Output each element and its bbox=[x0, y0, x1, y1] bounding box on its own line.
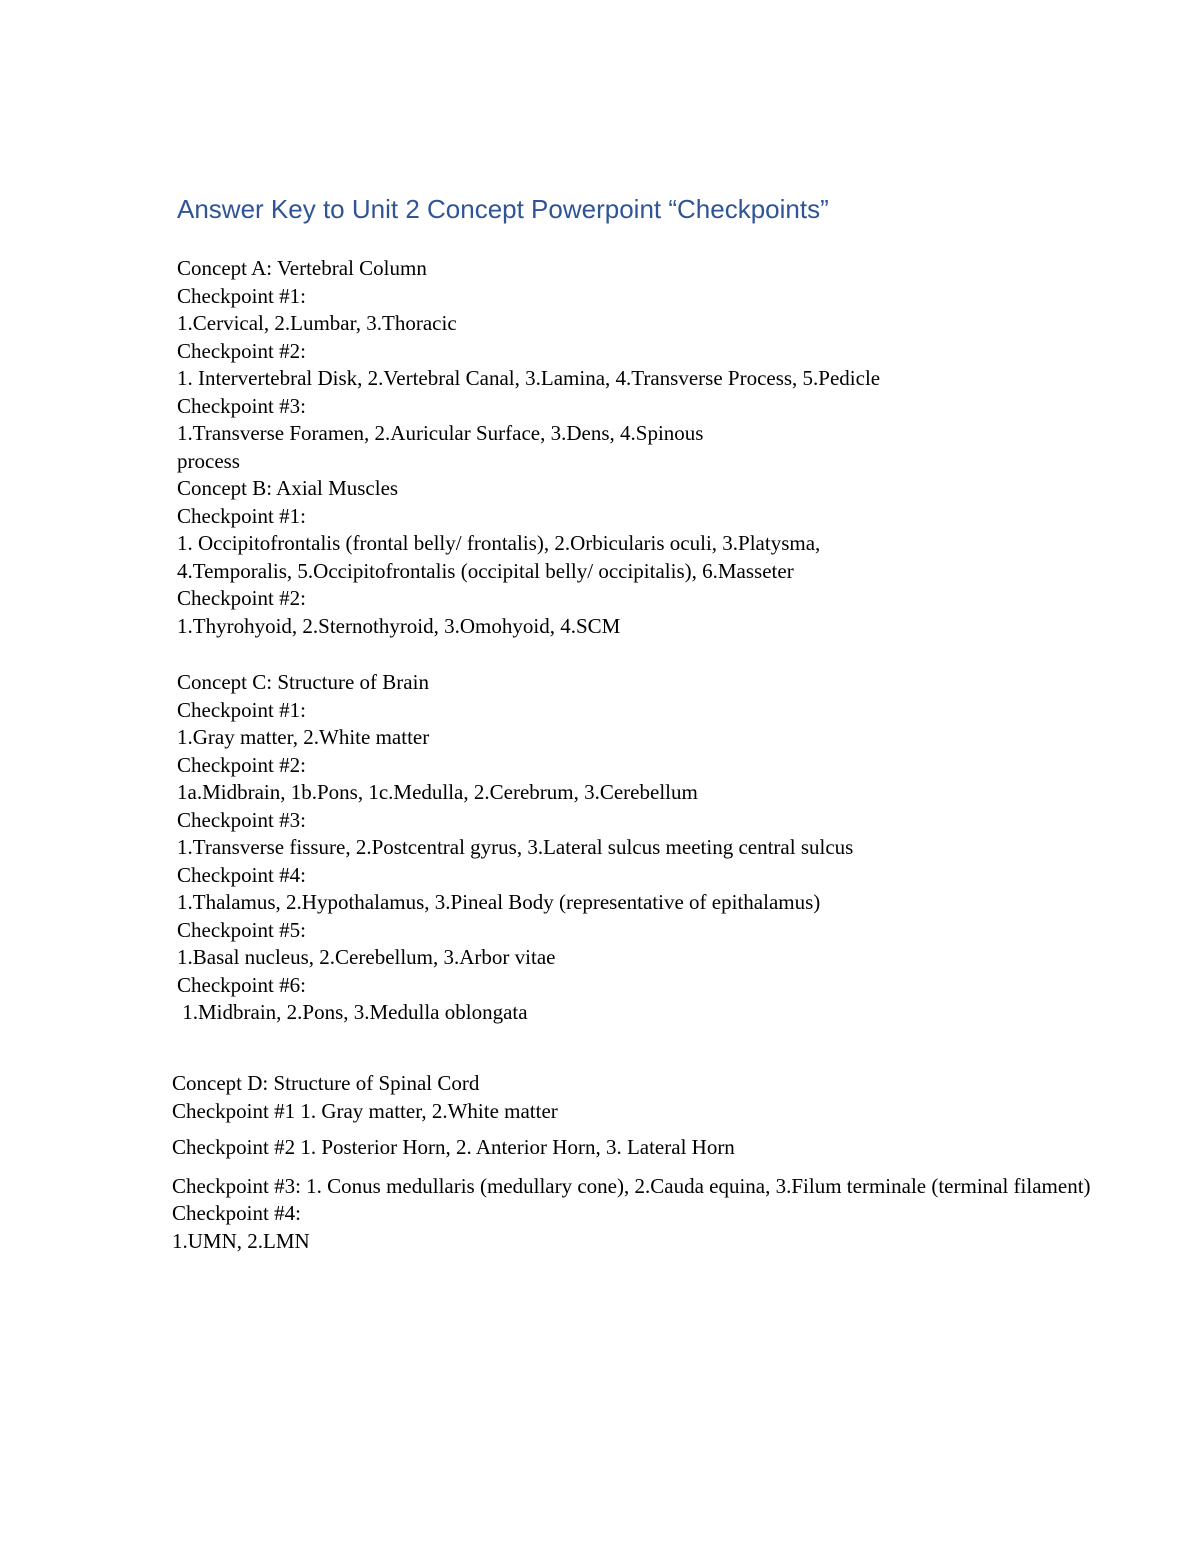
checkpoint-label: Checkpoint #4: bbox=[177, 862, 306, 887]
checkpoint-answer-line: Checkpoint #2 1. Posterior Horn, 2. Anterior Horn, 3. Lateral Horn bbox=[172, 1135, 735, 1159]
concept-a-b-section bbox=[177, 255, 880, 640]
document-title: Answer Key to Unit 2 Concept Powerpoint “Checkpoints” bbox=[177, 194, 829, 224]
answer-line: 1.Gray matter, 2.White matter bbox=[177, 725, 430, 749]
checkpoint-label: Checkpoint #1: bbox=[177, 697, 306, 722]
answer-line: 1a.Midbrain, 1b.Pons, 1c.Medulla, 2.Cerebrum, 3.Cerebellum bbox=[177, 780, 698, 804]
answer-line: 1.Transverse Foramen, 2.Auricular Surface, 3.Dens, 4.Spinous bbox=[177, 421, 704, 445]
checkpoint-answer-line: Checkpoint #3: 1. Conus medullaris (medullary cone), 2.Cauda equina, 3.Filum terminale (terminal filament) bbox=[172, 1173, 1091, 1198]
answer-line: 1.Thalamus, 2.Hypothalamus, 3.Pineal Body (representative of epithalamus) bbox=[177, 890, 821, 914]
checkpoint-answer-line: Checkpoint #1 1. Gray matter, 2.White matter bbox=[172, 1098, 558, 1123]
checkpoint-label: Checkpoint #3: bbox=[177, 393, 306, 418]
concept-d-section bbox=[172, 1070, 1162, 1255]
checkpoint-label: Checkpoint #1: bbox=[177, 503, 306, 528]
answer-line: 1.UMN, 2.LMN bbox=[172, 1228, 310, 1253]
answer-line: 1.Basal nucleus, 2.Cerebellum, 3.Arbor vitae bbox=[177, 945, 556, 969]
concept-c-section bbox=[177, 669, 853, 1027]
concept-c-heading: Concept C: Structure of Brain bbox=[177, 670, 429, 694]
answer-line-continued: process bbox=[177, 448, 240, 473]
answer-line: 1.Cervical, 2.Lumbar, 3.Thoracic bbox=[177, 311, 457, 335]
checkpoint-label: Checkpoint #4: bbox=[172, 1201, 301, 1225]
checkpoint-label: Checkpoint #6: bbox=[177, 972, 306, 997]
checkpoint-label: Checkpoint #2: bbox=[177, 586, 306, 610]
checkpoint-label: Checkpoint #3: bbox=[177, 807, 306, 832]
answer-line-continued: 4.Temporalis, 5.Occipitofrontalis (occipital belly/ occipitalis), 6.Masseter bbox=[177, 558, 794, 583]
concept-a-heading: Concept A: Vertebral Column bbox=[177, 256, 427, 280]
answer-line: 1. Occipitofrontalis (frontal belly/ frontalis), 2.Orbicularis oculi, 3.Platysma, bbox=[177, 531, 821, 555]
checkpoint-label: Checkpoint #2: bbox=[177, 338, 306, 363]
answer-line: 1.Midbrain, 2.Pons, 3.Medulla oblongata bbox=[177, 1000, 528, 1024]
concept-d-heading: Concept D: Structure of Spinal Cord bbox=[172, 1071, 480, 1095]
concept-b-heading: Concept B: Axial Muscles bbox=[177, 476, 399, 500]
answer-line: 1.Transverse fissure, 2.Postcentral gyrus, 3.Lateral sulcus meeting central sulcus bbox=[177, 835, 854, 859]
answer-line: 1. Intervertebral Disk, 2.Vertebral Canal, 3.Lamina, 4.Transverse Process, 5.Pedicle bbox=[177, 366, 881, 390]
checkpoint-label: Checkpoint #2: bbox=[177, 752, 306, 777]
checkpoint-label: Checkpoint #5: bbox=[177, 917, 306, 942]
answer-line: 1.Thyrohyoid, 2.Sternothyroid, 3.Omohyoid, 4.SCM bbox=[177, 613, 621, 638]
checkpoint-label: Checkpoint #1: bbox=[177, 283, 306, 308]
